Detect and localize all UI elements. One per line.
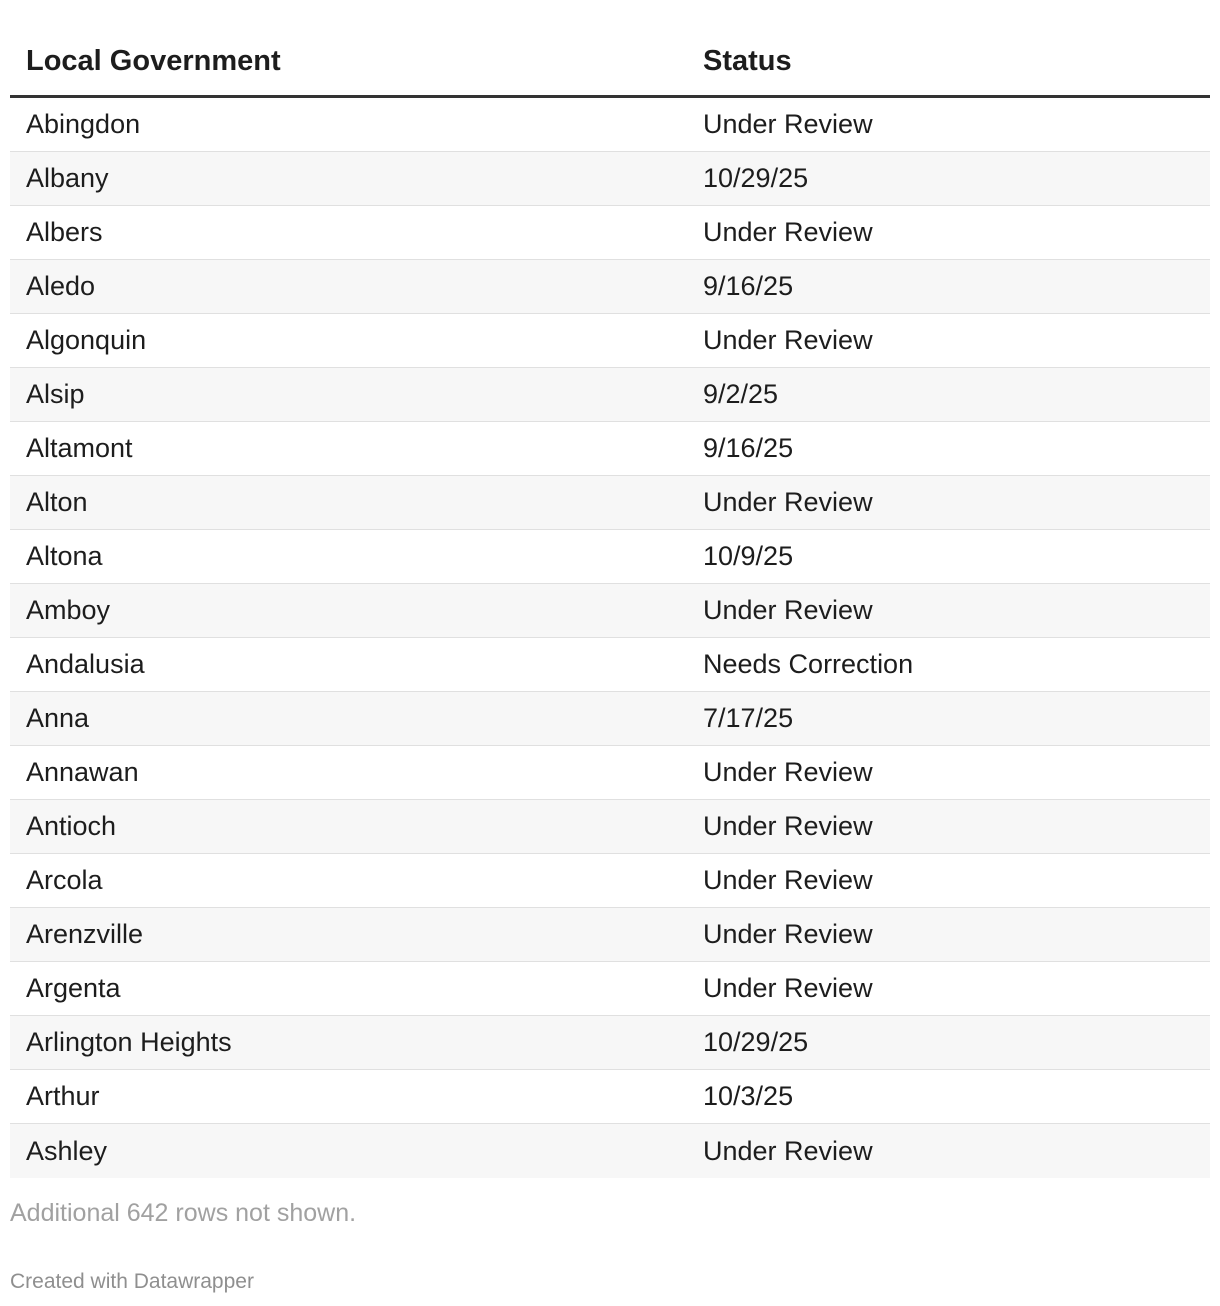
- table-row: [10, 746, 1210, 800]
- cell-status: Under Review: [703, 811, 873, 841]
- table-row: [10, 260, 1210, 314]
- cell-local-government: Alsip: [26, 379, 85, 409]
- cell-status: 9/2/25: [703, 379, 779, 409]
- cell-status: Under Review: [703, 865, 873, 895]
- cell-status: Under Review: [703, 325, 873, 355]
- table-row: [10, 314, 1210, 368]
- cell-local-government: Alton: [26, 487, 88, 517]
- cell-local-government: Andalusia: [26, 649, 145, 679]
- table-body: [10, 98, 1210, 1178]
- cell-status: 7/17/25: [703, 703, 794, 733]
- table-row: [10, 368, 1210, 422]
- table-header: [10, 28, 1210, 98]
- cell-status: Under Review: [703, 109, 873, 139]
- cell-local-government: Arthur: [26, 1081, 100, 1111]
- table-row: [10, 422, 1210, 476]
- table-row: [10, 692, 1210, 746]
- table-row: [10, 962, 1210, 1016]
- cell-status: Under Review: [703, 595, 873, 625]
- data-table: [10, 28, 1210, 1178]
- cell-status: Under Review: [703, 919, 873, 949]
- table-row: [10, 1016, 1210, 1070]
- cell-status: 10/9/25: [703, 541, 794, 571]
- table-row: [10, 908, 1210, 962]
- table-row: [10, 854, 1210, 908]
- cell-local-government: Annawan: [26, 757, 139, 787]
- column-header-local-government[interactable]: Local Government: [26, 45, 281, 77]
- cell-local-government: Arcola: [26, 865, 103, 895]
- cell-status: 9/16/25: [703, 271, 794, 301]
- cell-status: 10/3/25: [703, 1081, 794, 1111]
- cell-local-government: Arenzville: [26, 919, 144, 949]
- table-row: [10, 1124, 1210, 1178]
- cell-local-government: Abingdon: [26, 109, 141, 139]
- cell-status: 10/29/25: [703, 163, 809, 193]
- cell-status: Under Review: [703, 217, 873, 247]
- cell-local-government: Ashley: [26, 1135, 108, 1166]
- cell-status: 10/29/25: [703, 1027, 809, 1057]
- table-row: [10, 152, 1210, 206]
- cell-status: Under Review: [703, 973, 873, 1003]
- cell-local-government: Amboy: [26, 595, 111, 625]
- table-row: [10, 476, 1210, 530]
- cell-status: 9/16/25: [703, 433, 794, 463]
- cell-status: Needs Correction: [703, 649, 914, 679]
- datawrapper-credit: Created with Datawrapper: [10, 1270, 254, 1293]
- cell-local-government: Argenta: [26, 973, 121, 1003]
- cell-local-government: Anna: [26, 703, 90, 733]
- cell-local-government: Altona: [26, 541, 103, 571]
- table-row: [10, 584, 1210, 638]
- table-row: [10, 800, 1210, 854]
- cell-local-government: Altamont: [26, 433, 133, 463]
- cell-local-government: Aledo: [26, 271, 96, 301]
- table-row: [10, 1070, 1210, 1124]
- cell-local-government: Arlington Heights: [26, 1027, 232, 1057]
- cell-local-government: Antioch: [26, 811, 117, 841]
- cell-local-government: Algonquin: [26, 325, 147, 355]
- cell-local-government: Albers: [26, 217, 103, 247]
- table-row: [10, 638, 1210, 692]
- cell-local-government: Albany: [26, 163, 109, 193]
- column-header-status[interactable]: Status: [703, 45, 792, 77]
- table-row: [10, 98, 1210, 152]
- cell-status: Under Review: [703, 1135, 873, 1166]
- table-row: [10, 206, 1210, 260]
- table-row: [10, 530, 1210, 584]
- cell-status: Under Review: [703, 487, 873, 517]
- cell-status: Under Review: [703, 757, 873, 787]
- rows-not-shown-note: Additional 642 rows not shown.: [10, 1199, 357, 1227]
